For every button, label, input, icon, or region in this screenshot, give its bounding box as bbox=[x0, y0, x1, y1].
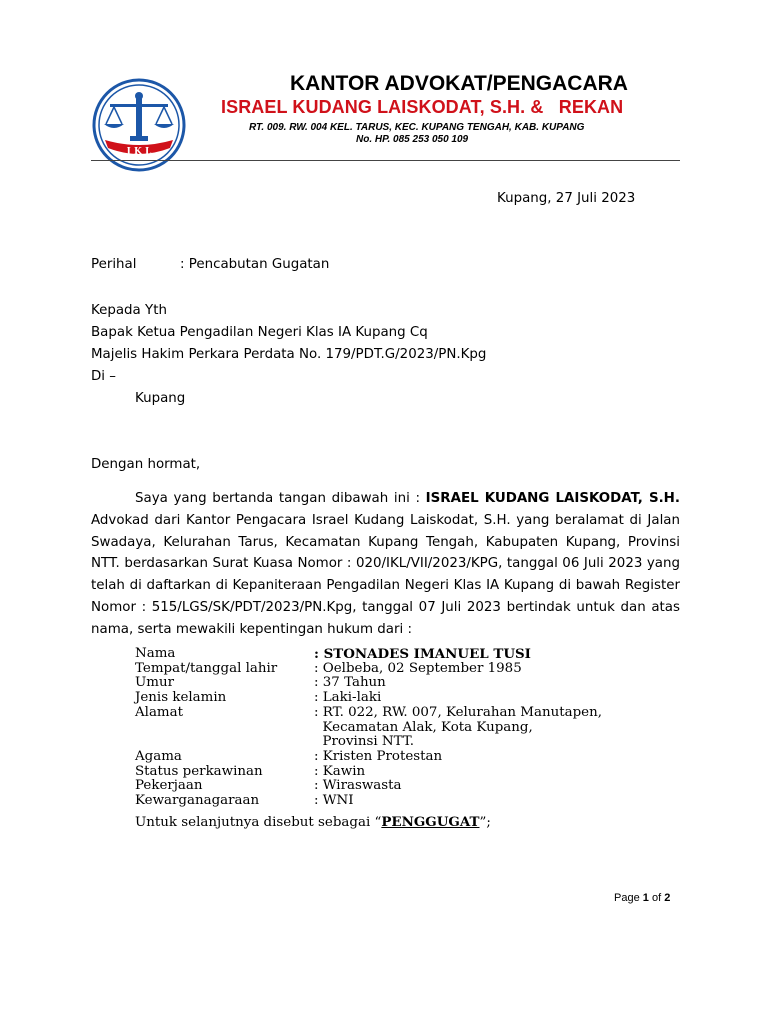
recipient-line: Majelis Hakim Perkara Perdata No. 179/PDT.G/2023/PN.Kpg bbox=[91, 347, 487, 362]
party-value: : 37 Tahun bbox=[314, 675, 386, 691]
party-label: Nama bbox=[135, 646, 176, 661]
party-value: : Laki-laki bbox=[314, 690, 382, 706]
body-text: Advokad dari Kantor Pengacara Israel Kudang Laiskodat, S.H. yang beralamat di Jalan Swadaya, Kelurahan Tarus, Kecamatan Kupang Tengah, Kabupaten Kupang, Provinsi NTT. berdasarkan Surat Kuasa Nomor : 020/IKL/VII/2023/KPG, tanggal 06 Juli 2023 yang telah di daftarkan di Kepaniteraan Pengadilan Negeri Klas IA Kupang di bawah Register Nomor : 515/LGS/SK/PDT/2023/PN.Kpg, tanggal 07 Juli 2023 bertindak untuk dan atas nama, serta mewakili kepentingan hukum dari : bbox=[91, 512, 680, 637]
closing-before: Untuk selanjutnya disebut sebagai “ bbox=[135, 815, 382, 830]
pager-total: 2 bbox=[664, 892, 671, 904]
party-label: Status perkawinan bbox=[135, 763, 263, 779]
party-row-nama bbox=[135, 647, 602, 662]
closing-term: PENGGUGAT bbox=[381, 814, 480, 830]
logo-text: I K L bbox=[126, 147, 152, 157]
body-advocate-name: ISRAEL KUDANG LAISKODAT, S.H. bbox=[425, 491, 680, 506]
scales-of-justice-icon bbox=[92, 78, 186, 172]
party-value: : Wiraswasta bbox=[314, 778, 402, 794]
recipient-city: Kupang bbox=[135, 391, 186, 406]
party-label: Pekerjaan bbox=[135, 778, 203, 794]
party-label: Jenis kelamin bbox=[135, 690, 227, 706]
party-label: Umur bbox=[135, 675, 175, 691]
pager-of: of bbox=[651, 892, 662, 904]
party-row-status bbox=[135, 765, 602, 780]
party-row-jenis-kelamin bbox=[135, 691, 602, 706]
party-row-kewarganegaraan bbox=[135, 794, 602, 809]
party-details bbox=[135, 647, 602, 809]
office-title: KANTOR ADVOKAT/PENGACARA bbox=[290, 72, 628, 95]
party-address-line: Kecamatan Alak, Kota Kupang, bbox=[314, 719, 533, 735]
party-row-ttl bbox=[135, 662, 602, 677]
party-label: Alamat bbox=[135, 704, 183, 720]
party-row-alamat bbox=[135, 706, 602, 721]
pager-current: 1 bbox=[642, 892, 649, 904]
party-label: Kewarganagaraan bbox=[135, 793, 260, 809]
party-value: : Oelbeba, 02 September 1985 bbox=[314, 660, 522, 676]
party-label: Agama bbox=[135, 748, 182, 764]
subject-value: : Pencabutan Gugatan bbox=[180, 257, 330, 272]
party-value: : Kawin bbox=[314, 763, 366, 779]
party-address-line: Provinsi NTT. bbox=[314, 734, 414, 750]
greeting: Dengan hormat, bbox=[91, 457, 201, 472]
party-row-agama bbox=[135, 750, 602, 765]
letterhead-divider bbox=[91, 160, 680, 161]
party-row-pekerjaan bbox=[135, 779, 602, 794]
firm-name: ISRAEL KUDANG LAISKODAT, S.H. & REKAN bbox=[221, 97, 624, 117]
party-value: : STONADES IMANUEL TUSI bbox=[314, 646, 531, 662]
closing-after: ”; bbox=[479, 815, 491, 830]
party-row-umur bbox=[135, 676, 602, 691]
subject-label: Perihal bbox=[91, 257, 137, 272]
party-label: Tempat/tanggal lahir bbox=[135, 660, 278, 676]
page-number bbox=[614, 892, 670, 904]
office-address: RT. 009. RW. 004 KEL. TARUS, KEC. KUPANG TENGAH, KAB. KUPANG bbox=[249, 122, 585, 133]
party-value: : WNI bbox=[314, 793, 354, 809]
body-paragraph bbox=[91, 488, 680, 641]
pager-word: Page bbox=[614, 892, 640, 904]
closing-line bbox=[135, 814, 491, 830]
recipient-line: Di – bbox=[91, 369, 116, 384]
body-intro: Saya yang bertanda tangan dibawah ini : bbox=[135, 491, 426, 506]
letter-date: Kupang, 27 Juli 2023 bbox=[497, 191, 636, 206]
office-phone: No. HP. 085 253 050 109 bbox=[356, 134, 469, 145]
recipient-line: Kepada Yth bbox=[91, 303, 167, 318]
party-value: : RT. 022, RW. 007, Kelurahan Manutapen, bbox=[314, 704, 602, 720]
recipient-line: Bapak Ketua Pengadilan Negeri Klas IA Kupang Cq bbox=[91, 325, 428, 340]
party-value: : Kristen Protestan bbox=[314, 748, 443, 764]
